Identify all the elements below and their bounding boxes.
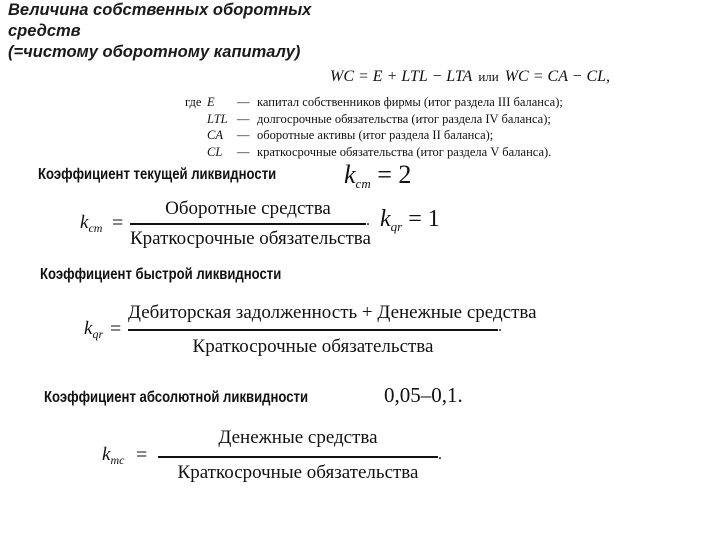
current-ratio-norm-subscript: ст: [355, 176, 371, 191]
title-line-1: Величина собственных оборотных: [8, 1, 312, 19]
symbol-legend: [185, 94, 563, 160]
current-ratio-label: [80, 212, 102, 236]
absolute-ratio-label: [102, 444, 124, 468]
legend-symbol: CL: [207, 144, 223, 159]
absolute-ratio-norm: 0,05–0,1.: [384, 383, 463, 407]
current-ratio-norm-symbol: k: [344, 160, 356, 189]
quick-ratio-numerator: Дебиторская задолженность + Денежные средства: [128, 302, 537, 323]
quick-ratio-label: [84, 318, 103, 342]
current-ratio-norm: [344, 160, 411, 192]
legend-description: капитал собственников фирмы (итог раздела III баланса);: [257, 95, 563, 109]
legend-where: где: [185, 95, 202, 109]
absolute-ratio-fraction-bar: [158, 456, 438, 458]
legend-dash: —: [237, 95, 250, 109]
legend-dash: —: [237, 128, 250, 142]
legend-row: [185, 94, 563, 111]
absolute-ratio-symbol: k: [102, 444, 111, 465]
current-ratio-period: .: [366, 212, 370, 229]
wc-formula-right: WC = CA − CL,: [504, 68, 611, 85]
quick-ratio-denominator: Краткосрочные обязательства: [192, 336, 434, 357]
absolute-ratio-denominator: Краткосрочные обязательства: [177, 462, 419, 483]
quick-ratio-equals: =: [110, 318, 122, 340]
alt-norm-symbol: k: [380, 206, 391, 232]
quick-ratio-heading: Коэффициент быстрой ликвидности: [40, 266, 282, 283]
legend-description: оборотные активы (итог раздела II баланса);: [257, 128, 494, 142]
alt-norm-subscript: qr: [390, 219, 403, 234]
current-ratio-heading: Коэффициент текущей ликвидности: [38, 166, 277, 183]
legend-description: краткосрочные обязательства (итог раздела V баланса).: [257, 144, 552, 159]
legend-symbol: CA: [207, 128, 223, 142]
absolute-ratio-numerator: Денежные средства: [218, 427, 378, 448]
absolute-ratio-period: .: [438, 446, 442, 463]
current-ratio-symbol: k: [80, 212, 89, 233]
legend-symbol: LTL: [207, 111, 228, 126]
wc-formula-or: или: [478, 69, 499, 84]
current-ratio-fraction-bar: [130, 223, 366, 225]
legend-dash: —: [237, 111, 250, 126]
wc-formula-left: WC = E + LTL − LTA: [330, 68, 473, 85]
current-ratio-equals: =: [112, 212, 124, 234]
legend-description: долгосрочные обязательства (итог раздела IV баланса);: [257, 111, 551, 126]
wc-formula: [330, 68, 610, 86]
alt-norm-value: = 1: [408, 206, 440, 232]
legend-row: [185, 111, 563, 128]
legend-row: [185, 127, 563, 144]
page-title: [8, 0, 311, 63]
quick-ratio-subscript: qr: [92, 327, 104, 341]
current-ratio-alt-norm: [380, 206, 440, 235]
current-ratio-norm-value: = 2: [377, 160, 412, 189]
quick-ratio-symbol: k: [84, 318, 93, 339]
absolute-ratio-equals: =: [136, 444, 148, 466]
legend-symbol: E: [207, 95, 215, 109]
quick-ratio-fraction-bar: [128, 329, 498, 331]
current-ratio-subscript: ст: [88, 221, 103, 235]
title-line-3: (=чистому оборотному капиталу): [8, 43, 301, 61]
legend-dash: —: [237, 144, 250, 159]
current-ratio-numerator: Оборотные средства: [165, 198, 331, 219]
current-ratio-denominator: Краткосрочные обязательства: [130, 228, 371, 249]
absolute-ratio-subscript: mc: [110, 453, 125, 467]
title-line-2: средств: [8, 22, 81, 40]
absolute-ratio-heading: Коэффициент абсолютной ликвидности: [44, 389, 309, 406]
legend-row: [185, 144, 563, 161]
quick-ratio-period: .: [498, 318, 502, 335]
